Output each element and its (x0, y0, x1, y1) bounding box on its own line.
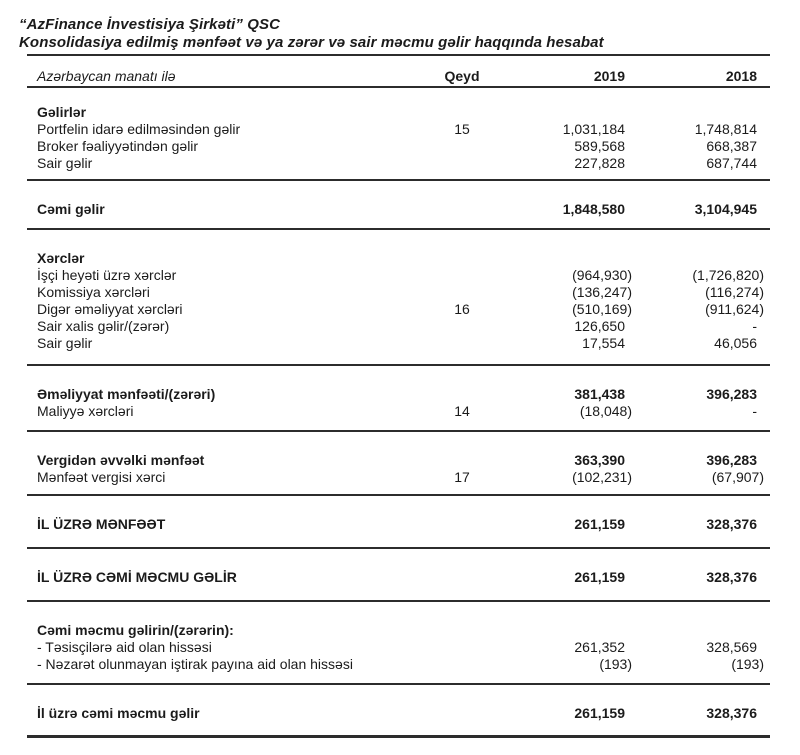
row-label: Mənfəət vergisi xərci (37, 469, 166, 485)
row-value-2019: 261,159 (574, 705, 625, 721)
divider (27, 547, 770, 549)
report-subtitle: Konsolidasiya edilmiş mənfəət və ya zərər və sair məcmu gəlir haqqında hesabat (19, 34, 604, 51)
row-value-2019: 1,031,184 (562, 121, 625, 137)
row-item (27, 639, 770, 656)
year-2019-header: 2019 (593, 68, 625, 84)
row-value-2018: 687,744 (706, 155, 757, 171)
row-item (27, 318, 770, 335)
row-value-2019: 1,848,580 (562, 201, 625, 217)
row-value-2018: 1,748,814 (694, 121, 757, 137)
report-title: “AzFinance İnvestisiya Şirkəti” QSC (19, 16, 281, 33)
year-2018-header: 2018 (725, 68, 757, 84)
row-value-2018: 3,104,945 (694, 201, 757, 217)
divider (27, 179, 770, 181)
row-label: - Təsisçilərə aid olan hissəsi (37, 639, 212, 655)
row-label: Maliyyə xərcləri (37, 403, 134, 419)
row-label: Cəmi gəlir (37, 201, 105, 217)
row-value-2019: (510,169) (572, 301, 632, 317)
row-value-2018: 396,283 (706, 452, 757, 468)
row-label: İL ÜZRƏ MƏNFƏƏT (37, 516, 166, 532)
row-value-2018: - (752, 403, 757, 419)
row-section (27, 250, 770, 267)
row-note: 16 (454, 301, 470, 317)
row-value-2018: (67,907) (711, 469, 764, 485)
row-total (27, 516, 770, 533)
row-value-2018: 328,376 (706, 705, 757, 721)
row-total (27, 386, 770, 403)
row-value-2019: 227,828 (574, 155, 625, 171)
row-label: Əməliyyat mənfəəti/(zərəri) (37, 386, 216, 402)
row-value-2018: - (752, 318, 757, 334)
divider (27, 494, 770, 496)
row-value-2018: 396,283 (706, 386, 757, 402)
row-value-2019: 363,390 (574, 452, 625, 468)
currency-note-label: Azərbaycan manatı ilə (37, 68, 176, 84)
row-item (27, 301, 770, 318)
row-value-2019: 381,438 (574, 386, 625, 402)
row-total (27, 569, 770, 586)
row-value-2018: (1,726,820) (692, 267, 764, 283)
row-item (27, 656, 770, 673)
row-label: İl üzrə cəmi məcmu gəlir (37, 705, 200, 721)
row-label: Broker fəaliyyətindən gəlir (37, 138, 199, 154)
row-value-2018: (193) (731, 656, 764, 672)
row-value-2019: (102,231) (572, 469, 632, 485)
row-value-2018: 328,376 (706, 516, 757, 532)
row-note: 15 (454, 121, 470, 137)
row-label: Sair gəlir (37, 335, 93, 351)
row-value-2018: 328,376 (706, 569, 757, 585)
divider (27, 683, 770, 685)
row-value-2018: (116,274) (705, 284, 764, 300)
row-value-2018: 46,056 (714, 335, 757, 351)
row-value-2019: 261,159 (574, 569, 625, 585)
divider (27, 430, 770, 432)
row-item (27, 469, 770, 486)
row-item (27, 155, 770, 172)
row-label: İşçi heyəti üzrə xərclər (37, 267, 177, 283)
row-label: Sair xalis gəlir/(zərər) (37, 318, 170, 334)
row-label: Vergidən əvvəlki mənfəət (37, 452, 205, 468)
row-label: İL ÜZRƏ CƏMİ MƏCMU GƏLİR (37, 569, 237, 585)
divider (27, 228, 770, 230)
row-value-2019: 126,650 (574, 318, 625, 334)
row-section (27, 622, 770, 639)
divider (27, 86, 770, 88)
financial-statement-page (19, 0, 770, 738)
table-header-row (27, 56, 770, 85)
row-note: 14 (454, 403, 470, 419)
row-item (27, 121, 770, 138)
row-item (27, 267, 770, 284)
row-label: - Nəzarət olunmayan iştirak payına aid olan hissəsi (37, 656, 353, 672)
divider (27, 600, 770, 602)
row-label: Digər əməliyyat xərcləri (37, 301, 183, 317)
note-column-header: Qeyd (444, 68, 480, 84)
row-label: Gəlirlər (37, 104, 87, 120)
row-value-2019: 17,554 (582, 335, 625, 351)
row-value-2018: 668,387 (706, 138, 757, 154)
row-value-2019: (964,930) (572, 267, 632, 283)
row-label: Sair gəlir (37, 155, 93, 171)
row-value-2019: (18,048) (579, 403, 632, 419)
row-total (27, 452, 770, 469)
row-label: Cəmi məcmu gəlirin/(zərərin): (37, 622, 234, 638)
row-item (27, 284, 770, 301)
row-value-2018: 328,569 (706, 639, 757, 655)
divider (27, 364, 770, 366)
row-value-2019: 589,568 (574, 138, 625, 154)
row-value-2019: 261,352 (574, 639, 625, 655)
row-label: Komissiya xərcləri (37, 284, 150, 300)
row-value-2018: (911,624) (705, 301, 764, 317)
row-label: Portfelin idarə edilməsindən gəlir (37, 121, 241, 137)
report-header (19, 16, 770, 52)
row-total (27, 705, 770, 722)
row-section (27, 104, 770, 121)
row-value-2019: 261,159 (574, 516, 625, 532)
statement-table (27, 104, 770, 738)
row-note: 17 (454, 469, 470, 485)
row-item (27, 403, 770, 420)
row-value-2019: (136,247) (572, 284, 632, 300)
divider (27, 735, 770, 738)
row-total (27, 201, 770, 218)
row-value-2019: (193) (599, 656, 632, 672)
row-item (27, 138, 770, 155)
row-item (27, 335, 770, 352)
row-label: Xərclər (37, 250, 85, 266)
